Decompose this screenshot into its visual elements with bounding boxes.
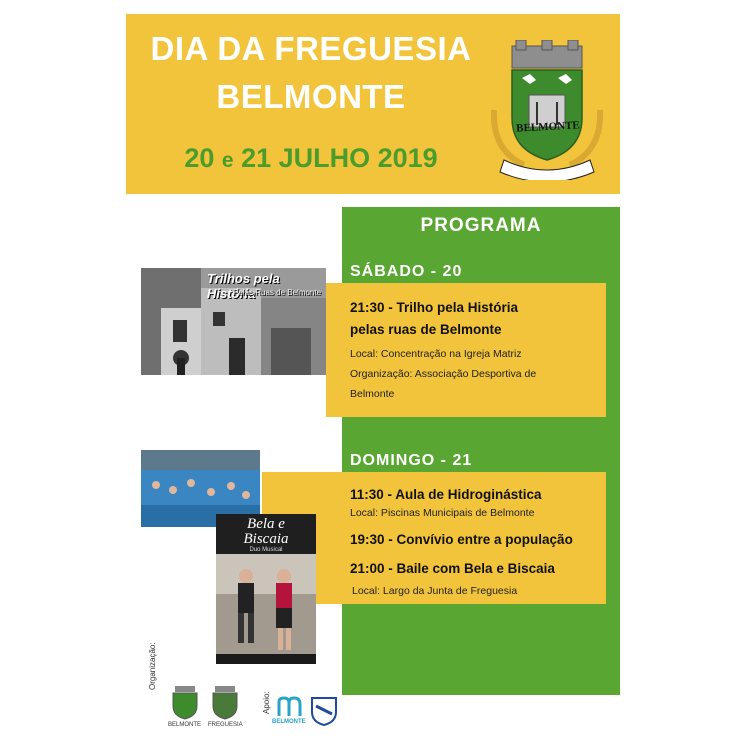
saturday-event-title-cont: pelas ruas de Belmonte <box>350 322 502 337</box>
bela-poster-title-2: Biscaia <box>243 531 289 547</box>
bela-poster-title-1: Bela e <box>247 516 285 532</box>
sunday-event3-title: 21:00 - Baile com Bela e Biscaia <box>350 561 555 576</box>
sunday-event1-title: 11:30 - Aula de Hidroginástica <box>350 487 542 502</box>
sunday-event2-title: 19:30 - Convívio entre a população <box>350 532 573 547</box>
saturday-event-local: Local: Concentração na Igreja Matriz <box>350 348 522 360</box>
footer-apoio-label: Apoio: <box>262 691 271 714</box>
trilhos-photo-sub: Pelas Ruas de Belmonte <box>233 288 322 297</box>
footer-logo3-label: BELMONTE <box>272 719 306 725</box>
crest-label: BELMONTE <box>515 119 581 135</box>
bela-poster-sub: Duo Musical <box>249 547 283 553</box>
event-dates <box>126 143 496 174</box>
sunday-label: DOMINGO - 21 <box>350 452 473 469</box>
bela-biscaia-poster <box>216 514 316 664</box>
saturday-event-org-cont: Belmonte <box>350 388 395 400</box>
belmonte-crest-icon <box>484 40 610 180</box>
sunday-event1-local: Local: Piscinas Municipais de Belmonte <box>350 507 535 519</box>
freguesia-small-crest-icon <box>210 686 240 720</box>
footer-logo2-label: FREGUESIA <box>208 722 243 728</box>
event-title-line1: DIA DA FREGUESIA <box>150 30 472 67</box>
program-title: PROGRAMA <box>420 215 542 236</box>
sunday-event3-local: Local: Largo da Junta de Freguesia <box>352 585 518 597</box>
municipio-belmonte-logo-icon <box>276 696 306 718</box>
footer-logo1-label: BELMONTE <box>168 722 202 728</box>
saturday-event-title: 21:30 - Trilho pela História <box>350 300 519 315</box>
belmonte-small-crest-icon <box>170 686 200 720</box>
saturday-label: SÁBADO - 20 <box>350 263 463 280</box>
date-connector: e <box>221 149 234 172</box>
event-title-line2: BELMONTE <box>216 78 406 115</box>
trilhos-photo <box>141 268 326 375</box>
trilhos-photo-title: Trilhos pela História <box>207 271 280 301</box>
saturday-event-org: Organização: Associação Desportiva de <box>350 368 537 380</box>
date-rest: 21 JULHO 2019 <box>241 143 438 173</box>
date-day1: 20 <box>184 143 215 173</box>
club-shield-logo-icon <box>310 696 338 726</box>
footer-organizacao-label: Organização: <box>148 642 157 690</box>
